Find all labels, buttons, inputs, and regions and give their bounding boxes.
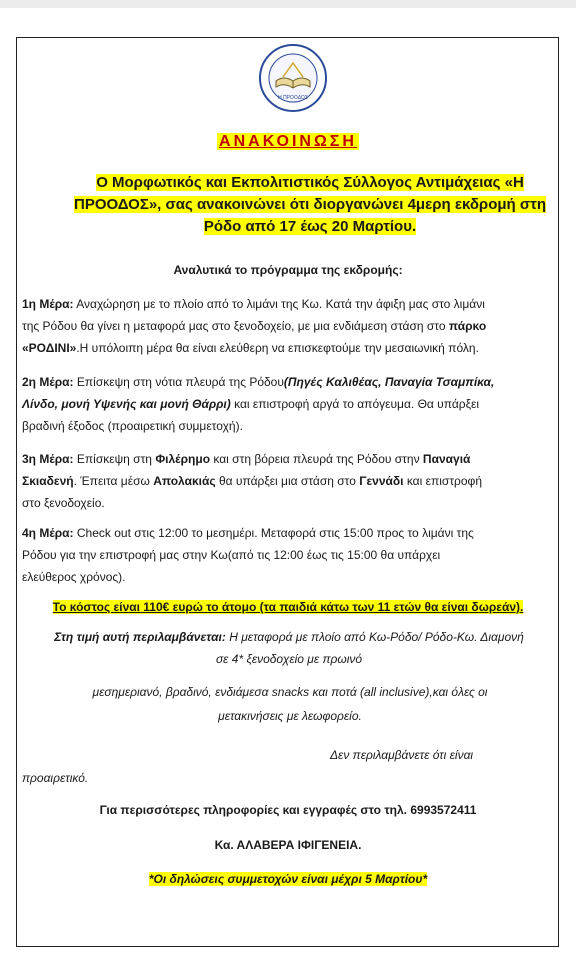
day-4-line-1: Check out στις 12:00 το μεσημέρι. Μεταφορά στις 15:00 προς το λιμάνι της <box>76 526 474 540</box>
day-3-text-c: και στη βόρεια πλευρά της Ρόδου στην <box>213 452 420 466</box>
day-4-line-2: Ρόδου για την επιστροφή μας στην Κω(από τις 12:00 έως τις 15:00 θα υπάρχει <box>22 548 441 562</box>
deadline-text: *Οι δηλώσεις συμμετοχών είναι μέχρι 5 Μαρτίου* <box>148 872 428 886</box>
included-line-4: μετακινήσεις με λεωφορείο. <box>218 709 362 723</box>
intro-paragraph <box>60 172 560 238</box>
intro-line-3: Ρόδο από 17 έως 20 Μαρτίου. <box>203 218 417 235</box>
day-1-line-1: Αναχώρηση με το πλοίο από το λιμάνι της Κω. Κατά την άφιξη μας στο λιμάνι <box>76 297 485 311</box>
intro-line-1: Ο Μορφωτικός και Εκπολιτιστικός Σύλλογος Αντιμάχειας «Η <box>96 174 524 191</box>
included-label: Στη τιμή αυτή περιλαμβάνεται: <box>54 630 226 644</box>
day-3-text-h: θα υπάρξει μια στάση στο <box>218 474 356 488</box>
day-3-skiadeni: Σκιαδενή <box>22 474 74 488</box>
day-2-line-2: και επιστροφή αργά το απόγευμα. Θα υπάρξει <box>234 397 479 411</box>
day-2-line-1: Επίσκεψη στη νότια πλευρά της Ρόδου <box>76 375 284 389</box>
day-1-line-2: της Ρόδου θα γίνει η μεταφορά μας στο ξενοδοχείο, με μια ενδιάμεση στάση στο <box>22 319 446 333</box>
info-phone-line: Για περισσότερες πληροφορίες και εγγραφές στο τηλ. 6993572411 <box>99 803 477 817</box>
day-1-line-3: .Η υπόλοιπη μέρα θα είναι ελεύθερη να επισκεφτούμε την μεσαιωνική πόλη. <box>76 341 479 355</box>
association-logo <box>258 43 328 113</box>
top-bar <box>0 0 576 8</box>
day-4-label: 4η Μέρα: <box>22 526 74 540</box>
day-3-label: 3η Μέρα: <box>22 452 74 466</box>
day-3-filerimo: Φιλέρημο <box>155 452 211 466</box>
day-2-places-1: (Πηγές Καλιθέας, Παναγία Τσαμπίκα, <box>283 375 495 389</box>
day-2-label: 2η Μέρα: <box>22 375 74 389</box>
svg-text:Η ΠΡΟΟΔΟΣ: Η ΠΡΟΟΔΟΣ <box>278 95 308 101</box>
included-line-2: σε 4* ξενοδοχείο με πρωινό <box>215 652 363 666</box>
announcement-title-text: ΑΝΑΚΟΙΝΩΣΗ <box>219 133 357 150</box>
day-2-places-2: Λίνδο, μονή Υψενής και μονή Θάρρι) <box>22 397 231 411</box>
included-line-1: Η μεταφορά με πλοίο από Κω-Ρόδο/ Ρόδο-Κω. Διαμονή <box>229 630 524 644</box>
day-3-paragraph <box>22 448 556 514</box>
not-included-line-2: προαιρετικό. <box>22 771 89 785</box>
day-3-text-k: στο ξενοδοχείο. <box>22 496 105 510</box>
included-continuation <box>40 680 540 728</box>
day-1-paragraph <box>22 293 556 359</box>
contact-name: Κα. ΑΛΑΒΕΡΑ ΙΦΙΓΕΝΕΙΑ. <box>214 838 362 852</box>
day-4-paragraph <box>22 522 556 588</box>
day-2-line-3: βραδινή έξοδος (προαιρετική συμμετοχή). <box>22 419 243 433</box>
included-line-3: μεσημεριανό, βραδινό, ενδιάμεσα snacks και ποτά (all inclusive),και όλες οι <box>92 685 488 699</box>
day-1-label: 1η Μέρα: <box>22 297 74 311</box>
book-logo-icon <box>258 43 328 113</box>
cost-text: Το κόστος είναι 110€ ευρώ το άτομο (τα παιδιά κάτω των 11 ετών θα είναι δωρεάν). <box>52 600 524 614</box>
announcement-title <box>0 133 576 151</box>
intro-line-2: ΠΡΟΟΔΟΣ», σας ανακοινώνει ότι διοργανώνει 4μερη εκδρομή στη <box>74 196 546 213</box>
day-3-apolakia: Απολακιάς <box>153 474 216 488</box>
deadline-line <box>0 872 576 886</box>
day-3-text-f: . Έπειτα μέσω <box>73 474 150 488</box>
program-subheading: Αναλυτικά το πρόγραμμα της εκδρομής: <box>173 263 403 277</box>
day-3-panagia: Παναγιά <box>422 452 471 466</box>
day-2-paragraph <box>22 371 556 437</box>
day-1-rodini: «ΡΟΔΙΝΙ» <box>22 341 77 355</box>
not-included-line-1: Δεν περιλαμβάνετε ότι είναι <box>330 748 474 762</box>
day-3-text-j: και επιστροφή <box>406 474 483 488</box>
day-4-line-3: ελεύθερος χρόνος). <box>22 570 126 584</box>
included-paragraph <box>22 626 556 670</box>
day-3-text-a: Επίσκεψη στη <box>76 452 152 466</box>
day-1-park: πάρκο <box>448 319 487 333</box>
day-3-gennadi: Γεννάδι <box>359 474 404 488</box>
cost-line <box>0 600 576 614</box>
